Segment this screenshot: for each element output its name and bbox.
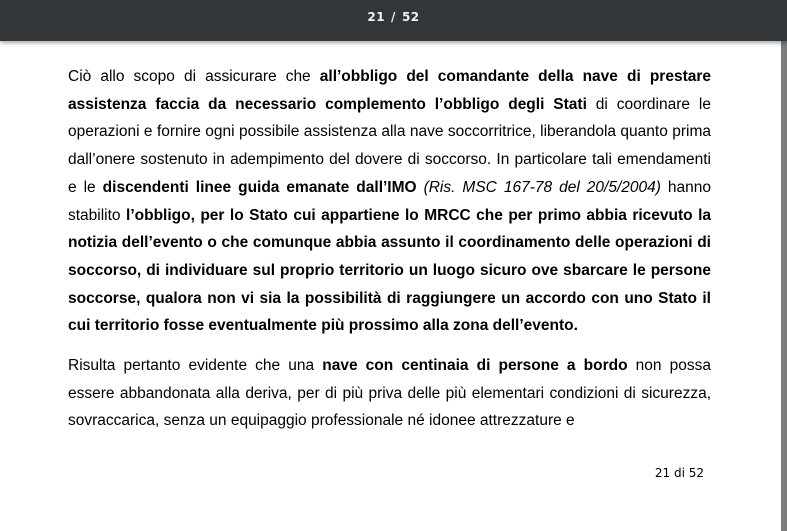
paragraph1-run-normal	[417, 179, 424, 196]
paragraph-2	[68, 352, 711, 435]
page-separator: /	[391, 10, 396, 24]
paragraph2-run-normal: non possa essere abbandonata alla deriva, per di più priva delle più elementari condizioni di sicurezza, sovraccarica, senza un equipaggio professionale né idonee attrezzature e	[68, 357, 711, 430]
paragraph2-run-bold: nave con centinaia di persone a bordo	[322, 357, 628, 375]
page-footer-number: 21 di 52	[654, 466, 704, 480]
paragraph1-run-italic: (Ris. MSC 167-78 del 20/5/2004)	[423, 178, 661, 196]
paragraph1-run-normal: di coordinare le operazioni e fornire ogni possibile assistenza alla nave soccorritrice, liberandola quanto prima dall’onere sostenuto in adempimento del dovere di soccorso. In particolare tali emendamenti e le	[68, 95, 711, 196]
paragraph1-run-bold: l’obbligo, per lo Stato cui appartiene lo MRCC che per primo abbia ricevuto la notizia dell’evento o che comunque abbia assunto il coordinamento delle operazioni di soccorso, di individuare sul proprio territorio un luogo sicuro ove sbarcare le persone soccorse, qualora non vi sia la possibilità di raggiungere un accordo con uno Stato il cui territorio fosse eventualmente più prossimo alla zona dell’evento.	[68, 206, 711, 335]
current-page-number[interactable]: 21	[367, 10, 386, 24]
paragraph1-run-normal: Ciò allo scopo di assicurare che	[68, 68, 320, 85]
page-content	[68, 63, 711, 435]
total-pages: 52	[401, 10, 420, 24]
paragraph1-run-normal: hanno stabilito	[68, 178, 711, 224]
paragraph1-run-bold: discendenti linee guida emanate dall’IMO	[102, 178, 417, 196]
viewer-toolbar	[0, 0, 787, 41]
page-indicator	[0, 0, 787, 34]
paragraph2-run-normal: Risulta pertanto evidente che una	[68, 357, 323, 375]
paragraph-1	[68, 63, 711, 340]
paragraph1-run-bold: all’obbligo del comandante della nave di prestare assistenza faccia da necessario complemento l’obbligo degli Stati	[68, 68, 712, 113]
document-page	[0, 41, 787, 531]
